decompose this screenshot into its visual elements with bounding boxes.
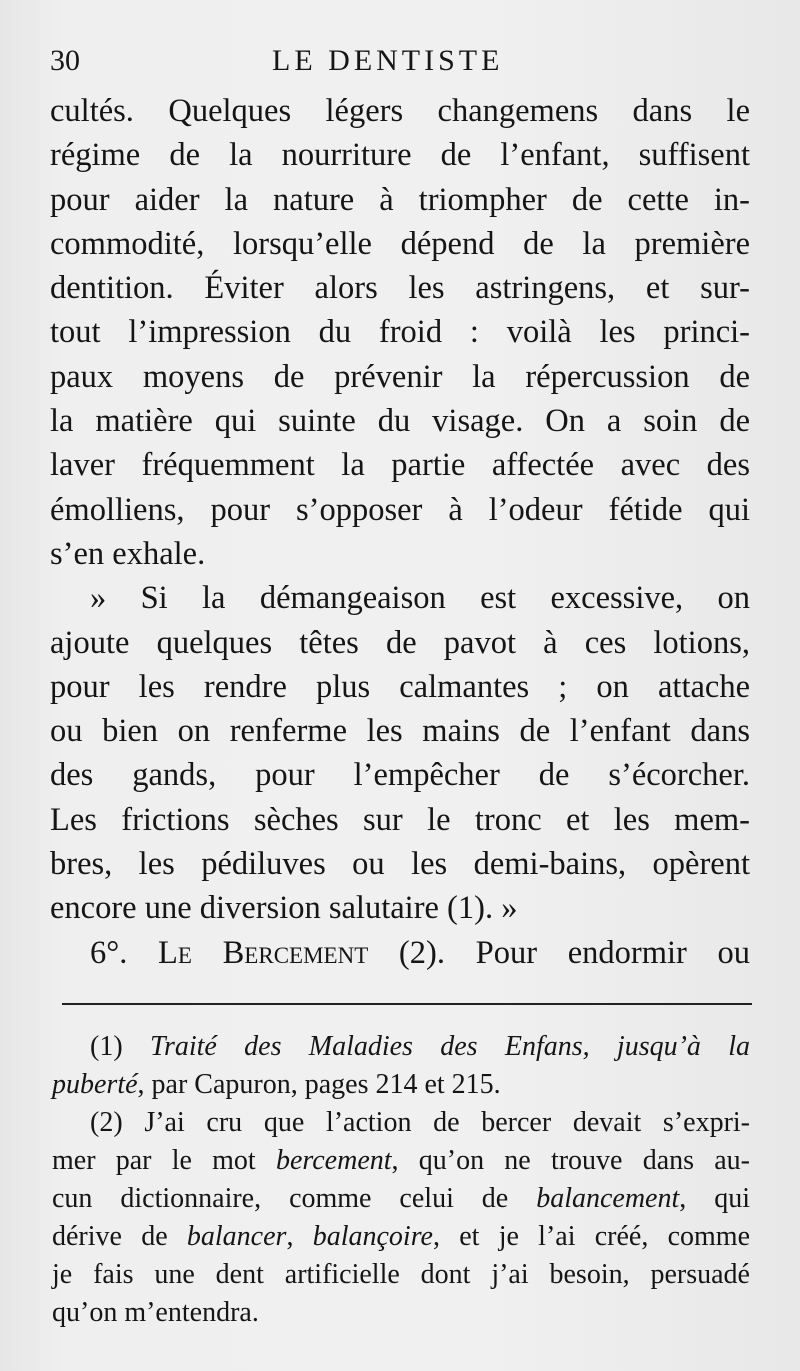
footnote-2-line xyxy=(52,1218,750,1256)
footnote-1-line xyxy=(52,1028,750,1066)
footnote-reference: (2). xyxy=(398,934,445,971)
page-number: 30 xyxy=(50,44,80,77)
text-line: ajoute quelques têtes de pavot à ces lotions, xyxy=(50,624,750,661)
footnote-term: bercement xyxy=(275,1145,392,1176)
text-line: pour les rendre plus calmantes ; on attache xyxy=(50,668,750,705)
text-line: laver fréquemment la partie affectée avec des xyxy=(50,447,750,484)
text-line: des gands, pour l’empêcher de s’écorcher. xyxy=(50,757,750,794)
footnote-1-line xyxy=(52,1066,750,1104)
text-line: ou bien on renferme les mains de l’enfant dans xyxy=(50,713,750,750)
footnote-term: balançoire xyxy=(312,1221,433,1252)
footnote-text: , qui xyxy=(679,1183,750,1214)
text-line: pour aider la nature à triompher de cette in- xyxy=(50,181,750,218)
footnote-text: mer par le mot xyxy=(52,1145,276,1176)
footnote-2-line: (2) J’ai cru que l’action de bercer devait s’expri- xyxy=(90,1107,750,1138)
footnote-title: Traité des Maladies des Enfans, jusqu’à la xyxy=(149,1031,750,1062)
text-line: Les frictions sèches sur le tronc et les mem- xyxy=(50,801,750,838)
footnote-2-line: je fais une dent artificielle dont j’ai besoin, persuadé xyxy=(52,1259,750,1290)
text-line: émolliens, pour s’opposer à l’odeur fétide qui xyxy=(50,491,750,528)
running-title: LE DENTISTE xyxy=(272,44,504,77)
section-text: Pour endormir ou xyxy=(475,934,750,971)
section-line xyxy=(50,931,750,975)
footnote-text: dérive de xyxy=(52,1221,187,1252)
footnote-rule xyxy=(62,1003,752,1005)
footnote-marker: (1) xyxy=(90,1031,150,1062)
page-header xyxy=(50,44,750,84)
footnote-text: cun dictionnaire, comme celui de xyxy=(52,1183,537,1214)
footnote-2-line: qu’on m’entendra. xyxy=(52,1297,259,1328)
footnote-2-line xyxy=(52,1180,750,1218)
text-line: » Si la démangeaison est excessive, on xyxy=(90,580,750,617)
footnote-text: , par Capuron, pages 214 et 215. xyxy=(137,1069,501,1100)
text-line: dentition. Éviter alors les astringens, et sur- xyxy=(50,270,750,307)
footnote-title: puberté xyxy=(52,1069,138,1100)
footnote-text: , et je l’ai créé, comme xyxy=(432,1221,751,1252)
footnote-2-line xyxy=(52,1142,750,1180)
text-line: régime de la nourriture de l’enfant, suffisent xyxy=(50,137,750,174)
footnote-text: , qu’on ne trouve dans au- xyxy=(391,1145,751,1176)
text-line: encore une diversion salutaire (1). » xyxy=(50,890,518,927)
text-line: la matière qui suinte du visage. On a soin de xyxy=(50,403,750,440)
footnote-term: balancement xyxy=(536,1183,680,1214)
text-line: s’en exhale. xyxy=(50,535,206,572)
text-line: cultés. Quelques légers changemens dans le xyxy=(50,93,750,129)
footnote-term: balancer xyxy=(186,1221,287,1252)
text-line: tout l’impression du froid : voilà les princi- xyxy=(50,314,750,351)
footnote-text: , xyxy=(286,1221,313,1252)
text-line: bres, les pédiluves ou les demi-bains, opèrent xyxy=(50,846,750,883)
text-line: commodité, lorsqu’elle dépend de la première xyxy=(50,225,750,262)
body-text xyxy=(50,89,750,975)
section-number: 6°. xyxy=(90,934,128,971)
footnotes xyxy=(52,1028,750,1332)
section-heading: Le Bercement xyxy=(158,934,369,971)
text-line: paux moyens de prévenir la répercussion de xyxy=(50,358,750,395)
